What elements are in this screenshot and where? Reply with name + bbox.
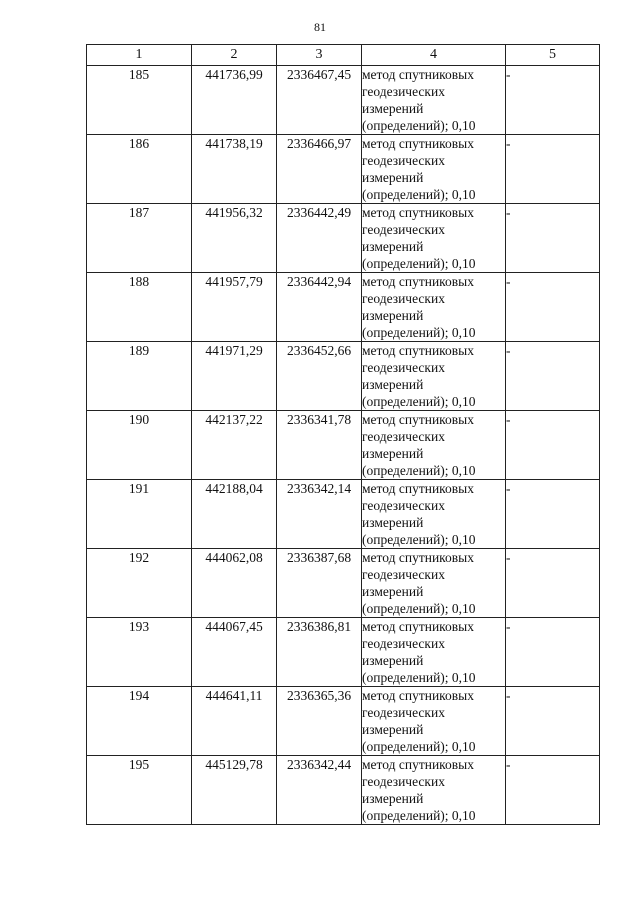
table-body bbox=[87, 66, 600, 825]
y-coordinate-cell: 2336386,81 bbox=[277, 618, 362, 687]
table-row bbox=[87, 135, 600, 204]
coordinates-table bbox=[86, 44, 600, 825]
column-header-2: 2 bbox=[192, 45, 277, 66]
y-coordinate-cell: 2336341,78 bbox=[277, 411, 362, 480]
method-cell: метод спутниковых геодезических измерений (определений); 0,10 bbox=[362, 204, 506, 273]
column-header-5: 5 bbox=[506, 45, 600, 66]
y-coordinate-cell: 2336452,66 bbox=[277, 342, 362, 411]
column-header-3: 3 bbox=[277, 45, 362, 66]
x-coordinate-cell: 442188,04 bbox=[192, 480, 277, 549]
point-number-cell: 195 bbox=[87, 756, 192, 825]
point-number-cell: 190 bbox=[87, 411, 192, 480]
point-number-cell: 191 bbox=[87, 480, 192, 549]
table-row bbox=[87, 204, 600, 273]
note-cell: - bbox=[506, 204, 600, 273]
table-row bbox=[87, 549, 600, 618]
point-number-cell: 192 bbox=[87, 549, 192, 618]
x-coordinate-cell: 442137,22 bbox=[192, 411, 277, 480]
method-cell: метод спутниковых геодезических измерений (определений); 0,10 bbox=[362, 135, 506, 204]
x-coordinate-cell: 441956,32 bbox=[192, 204, 277, 273]
x-coordinate-cell: 444641,11 bbox=[192, 687, 277, 756]
y-coordinate-cell: 2336442,49 bbox=[277, 204, 362, 273]
table-row bbox=[87, 273, 600, 342]
method-cell: метод спутниковых геодезических измерений (определений); 0,10 bbox=[362, 411, 506, 480]
note-cell: - bbox=[506, 273, 600, 342]
point-number-cell: 189 bbox=[87, 342, 192, 411]
x-coordinate-cell: 441957,79 bbox=[192, 273, 277, 342]
y-coordinate-cell: 2336442,94 bbox=[277, 273, 362, 342]
note-cell: - bbox=[506, 549, 600, 618]
method-cell: метод спутниковых геодезических измерений (определений); 0,10 bbox=[362, 342, 506, 411]
note-cell: - bbox=[506, 66, 600, 135]
y-coordinate-cell: 2336342,14 bbox=[277, 480, 362, 549]
method-cell: метод спутниковых геодезических измерений (определений); 0,10 bbox=[362, 618, 506, 687]
method-cell: метод спутниковых геодезических измерений (определений); 0,10 bbox=[362, 756, 506, 825]
note-cell: - bbox=[506, 618, 600, 687]
note-cell: - bbox=[506, 135, 600, 204]
column-header-4: 4 bbox=[362, 45, 506, 66]
table-row bbox=[87, 342, 600, 411]
note-cell: - bbox=[506, 411, 600, 480]
point-number-cell: 187 bbox=[87, 204, 192, 273]
x-coordinate-cell: 444062,08 bbox=[192, 549, 277, 618]
note-cell: - bbox=[506, 687, 600, 756]
note-cell: - bbox=[506, 756, 600, 825]
y-coordinate-cell: 2336387,68 bbox=[277, 549, 362, 618]
y-coordinate-cell: 2336342,44 bbox=[277, 756, 362, 825]
note-cell: - bbox=[506, 480, 600, 549]
y-coordinate-cell: 2336365,36 bbox=[277, 687, 362, 756]
note-cell: - bbox=[506, 342, 600, 411]
point-number-cell: 185 bbox=[87, 66, 192, 135]
x-coordinate-cell: 445129,78 bbox=[192, 756, 277, 825]
x-coordinate-cell: 444067,45 bbox=[192, 618, 277, 687]
table-row bbox=[87, 66, 600, 135]
table-header-row bbox=[87, 45, 600, 66]
point-number-cell: 188 bbox=[87, 273, 192, 342]
point-number-cell: 194 bbox=[87, 687, 192, 756]
table-row bbox=[87, 756, 600, 825]
table-row bbox=[87, 480, 600, 549]
method-cell: метод спутниковых геодезических измерений (определений); 0,10 bbox=[362, 273, 506, 342]
method-cell: метод спутниковых геодезических измерений (определений); 0,10 bbox=[362, 480, 506, 549]
page-number: 81 bbox=[314, 20, 326, 34]
column-header-1: 1 bbox=[87, 45, 192, 66]
table-row bbox=[87, 618, 600, 687]
point-number-cell: 193 bbox=[87, 618, 192, 687]
y-coordinate-cell: 2336467,45 bbox=[277, 66, 362, 135]
x-coordinate-cell: 441971,29 bbox=[192, 342, 277, 411]
method-cell: метод спутниковых геодезических измерений (определений); 0,10 bbox=[362, 66, 506, 135]
method-cell: метод спутниковых геодезических измерений (определений); 0,10 bbox=[362, 687, 506, 756]
x-coordinate-cell: 441738,19 bbox=[192, 135, 277, 204]
table-row bbox=[87, 411, 600, 480]
point-number-cell: 186 bbox=[87, 135, 192, 204]
table-row bbox=[87, 687, 600, 756]
x-coordinate-cell: 441736,99 bbox=[192, 66, 277, 135]
method-cell: метод спутниковых геодезических измерений (определений); 0,10 bbox=[362, 549, 506, 618]
y-coordinate-cell: 2336466,97 bbox=[277, 135, 362, 204]
